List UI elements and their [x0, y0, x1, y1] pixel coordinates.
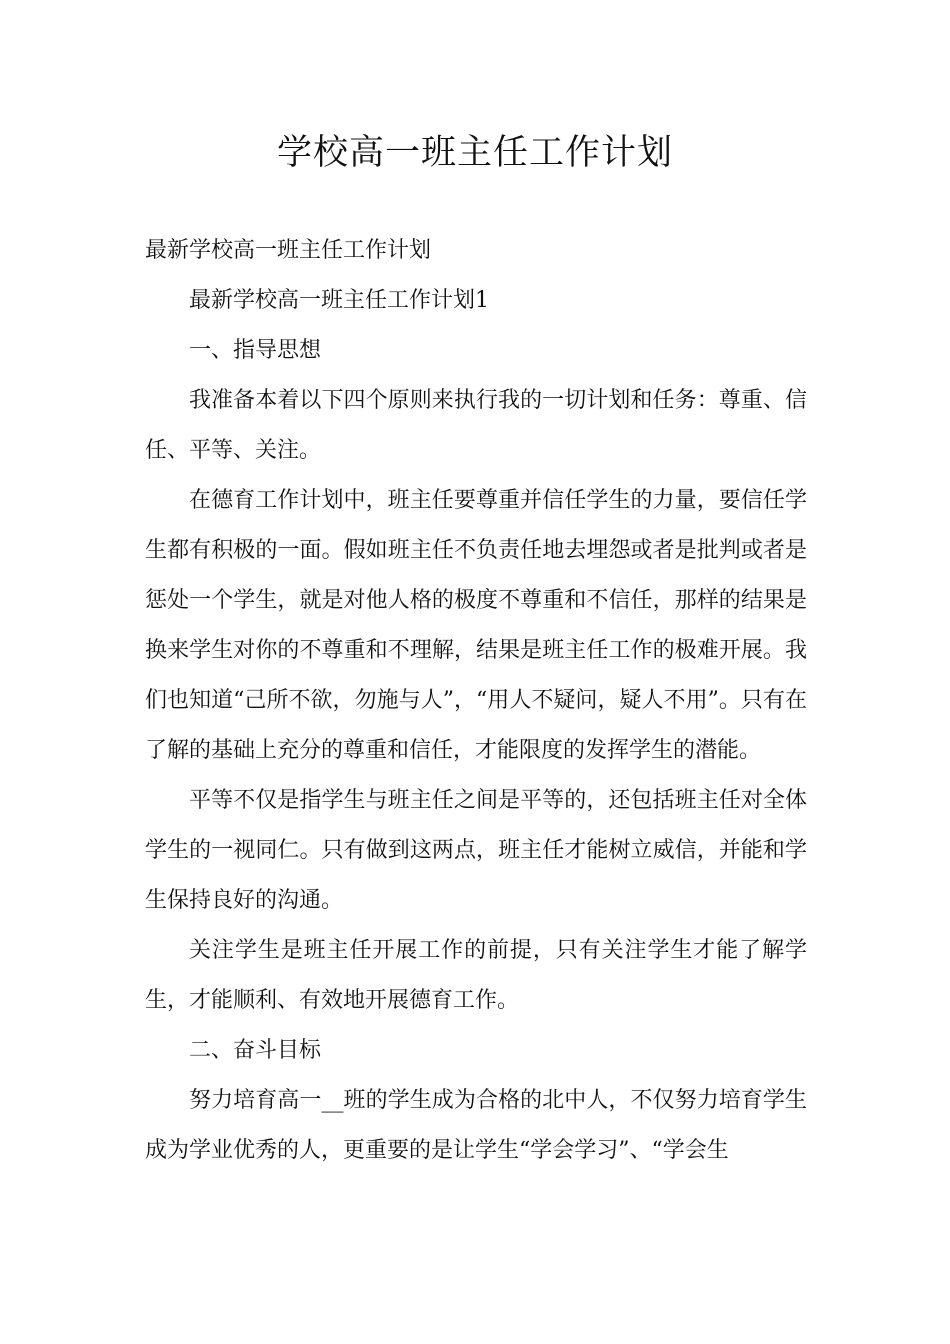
section-heading-goals: 二、奋斗目标: [189, 1038, 322, 1063]
document-subtitle: 最新学校高一班主任工作计划: [145, 238, 432, 263]
document-body: [145, 226, 807, 1176]
body-paragraph: 关注学生是班主任开展工作的前提，只有关注学生才能了解学生，才能顺利、有效地开展德育工作。: [145, 938, 807, 1013]
body-paragraph: 在德育工作计划中，班主任要尊重并信任学生的力量，要信任学生都有积极的一面。假如班主任不负责任地去埋怨或者是批判或者是惩处一个学生，就是对他人格的极度不尊重和不信任，那样的结果是换来学生对你的不尊重和不理解，结果是班主任工作的极难开展。我们也知道“己所不欲，勿施与人”，“用人不疑问，疑人不用”。只有在了解的基础上充分的尊重和信任，才能限度的发挥学生的潜能。: [145, 488, 807, 763]
body-paragraph: 我准备本着以下四个原则来执行我的一切计划和任务：尊重、信任、平等、关注。: [145, 388, 807, 463]
document-title: 学校高一班主任工作计划: [276, 133, 673, 173]
body-paragraph: 平等不仅是指学生与班主任之间是平等的，还包括班主任对全体学生的一视同仁。只有做到这两点，班主任才能树立威信，并能和学生保持良好的沟通。: [145, 788, 807, 913]
body-paragraph: 努力培育高一__班的学生成为合格的北中人，不仅努力培育学生成为学业优秀的人，更重要的是让学生“学会学习”、“学会生: [145, 1088, 807, 1163]
section-heading-guiding-thought: 一、指导思想: [189, 338, 322, 363]
section-heading-plan: 最新学校高一班主任工作计划1: [189, 288, 489, 313]
